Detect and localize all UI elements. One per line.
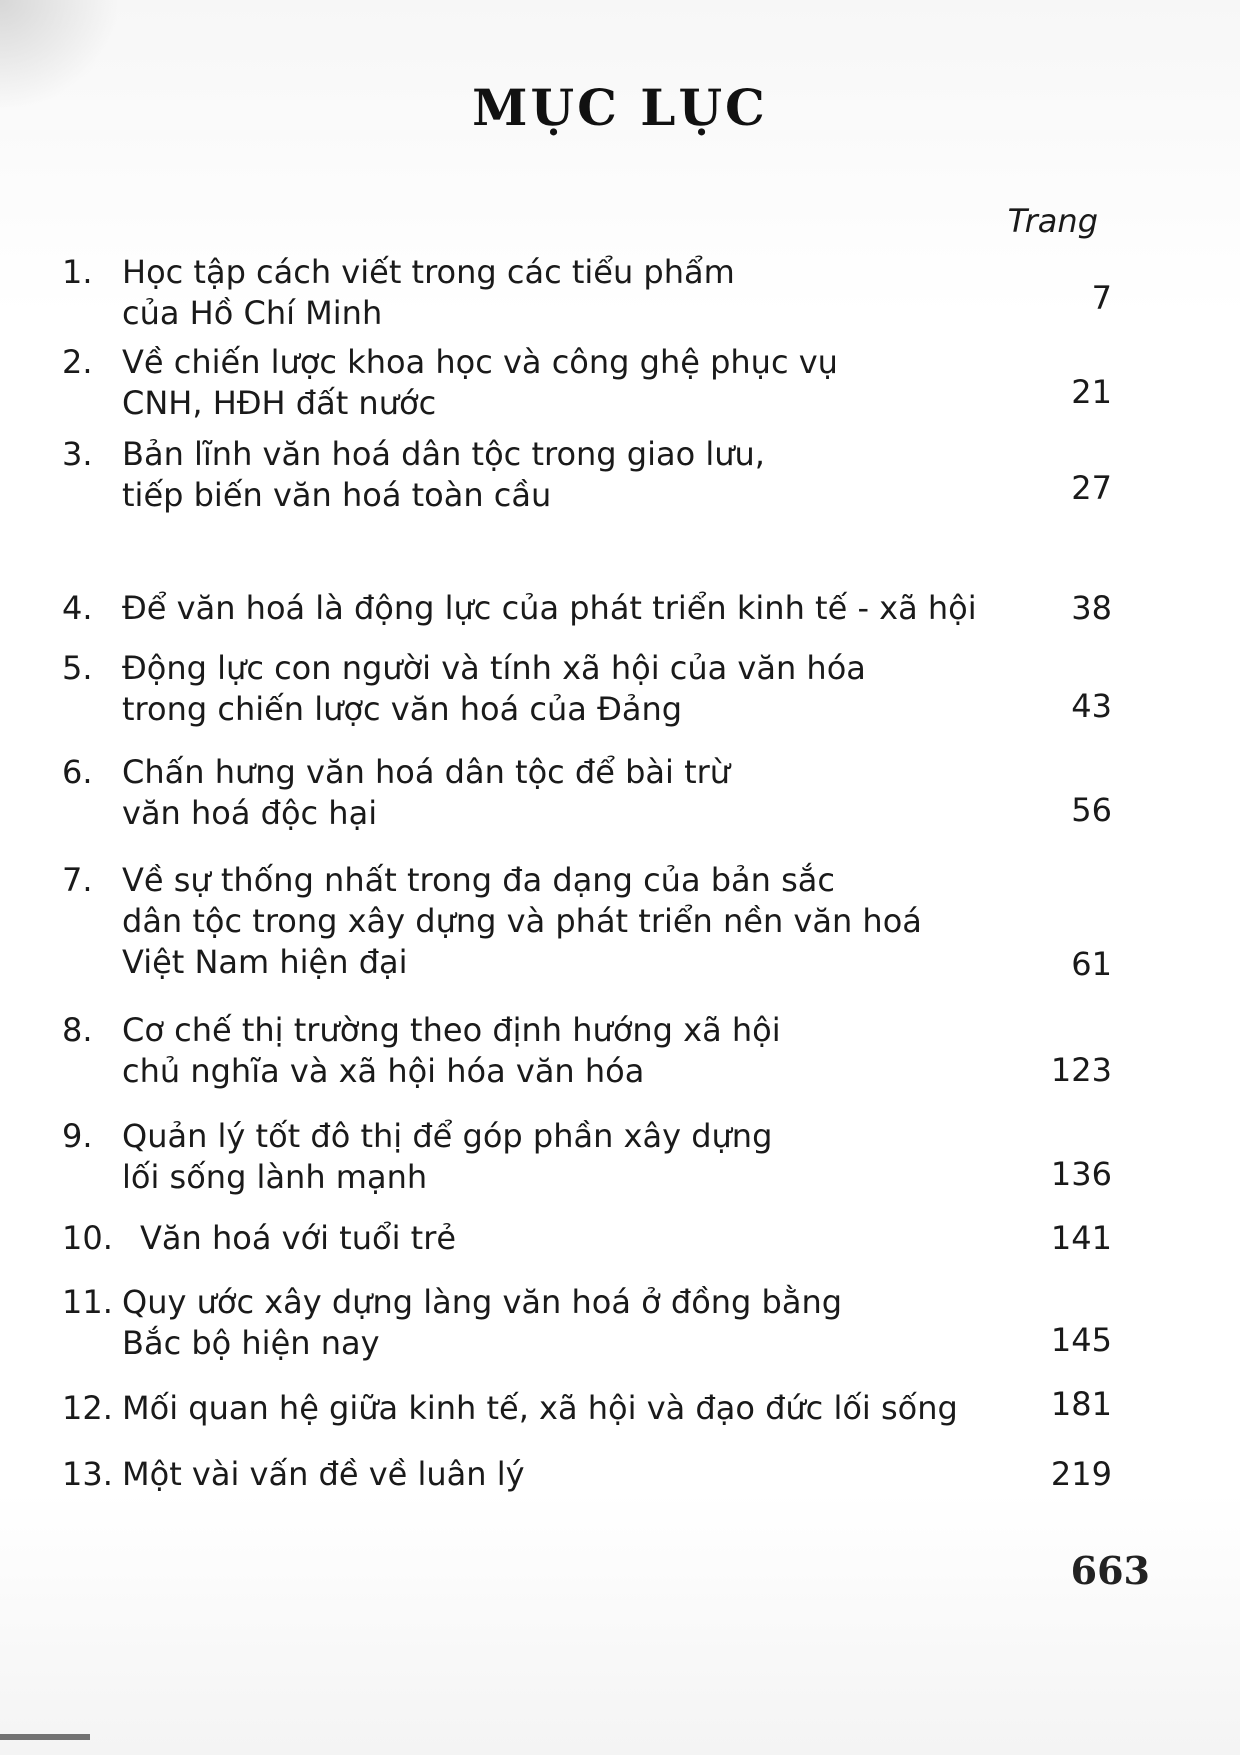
toc-entry-number: 5. xyxy=(62,649,93,687)
toc-entry-title xyxy=(122,1010,992,1092)
toc-entry-line: CNH, HĐH đất nước xyxy=(122,384,437,422)
toc-entry-line: Học tập cách viết trong các tiểu phẩm xyxy=(122,253,735,291)
toc-entry-number: 8. xyxy=(62,1011,93,1049)
toc-entry-page: 145 xyxy=(1050,1321,1112,1359)
page-number: 663 xyxy=(1070,1548,1150,1593)
toc-entry-line: Việt Nam hiện đại xyxy=(122,943,408,981)
toc-entry-line: Quy ước xây dựng làng văn hoá ở đồng bằng xyxy=(122,1283,843,1321)
page-column-label: Trang xyxy=(1007,202,1098,240)
toc-entry-number: 12. xyxy=(62,1389,113,1427)
toc-entry-page: 61 xyxy=(1071,945,1112,983)
toc-entry-page: 181 xyxy=(1050,1385,1112,1423)
toc-entry-page: 7 xyxy=(1091,279,1112,317)
toc-entry-line: Mối quan hệ giữa kinh tế, xã hội và đạo đức lối sống xyxy=(122,1389,958,1427)
toc-entry-number: 11. xyxy=(62,1283,113,1321)
toc-entry-number: 2. xyxy=(62,343,93,381)
scan-edge-mark xyxy=(0,1734,90,1740)
toc-entry-title xyxy=(122,860,992,983)
toc-entry-title xyxy=(122,1116,992,1198)
toc-entry-line: Bản lĩnh văn hoá dân tộc trong giao lưu, xyxy=(122,435,765,473)
toc-entry-line: Văn hoá với tuổi trẻ xyxy=(140,1219,457,1257)
toc-entry-line: lối sống lành mạnh xyxy=(122,1158,428,1196)
toc-entry-title xyxy=(122,752,992,834)
toc-entry-number: 13. xyxy=(62,1455,113,1493)
toc-entry-page: 56 xyxy=(1071,791,1112,829)
toc-entry-page: 141 xyxy=(1050,1219,1112,1257)
toc-entry-line: Chấn hưng văn hoá dân tộc để bài trừ xyxy=(122,753,731,791)
toc-entry-page: 123 xyxy=(1050,1051,1112,1089)
toc-entry-page: 43 xyxy=(1071,687,1112,725)
toc-entry-line: văn hoá độc hại xyxy=(122,794,378,832)
toc-entry-line: Về sự thống nhất trong đa dạng của bản sắc xyxy=(122,861,835,899)
toc-entry-title xyxy=(122,434,992,516)
toc-entry-number: 10. xyxy=(62,1219,113,1257)
toc-entry-title xyxy=(140,1218,1010,1259)
toc-entry-line: trong chiến lược văn hoá của Đảng xyxy=(122,690,683,728)
toc-entry-line: Cơ chế thị trường theo định hướng xã hội xyxy=(122,1011,781,1049)
toc-entry-number: 9. xyxy=(62,1117,93,1155)
toc-entry-page: 21 xyxy=(1071,373,1112,411)
toc-entry-page: 136 xyxy=(1050,1155,1112,1193)
toc-entry-line: Động lực con người và tính xã hội của văn hóa xyxy=(122,649,866,687)
toc-entry-title xyxy=(122,252,992,334)
toc-entry-page: 38 xyxy=(1071,589,1112,627)
toc-entry-line: Để văn hoá là động lực của phát triển kinh tế - xã hội xyxy=(122,589,977,627)
toc-entry-number: 7. xyxy=(62,861,93,899)
toc-entry-number: 1. xyxy=(62,253,93,291)
toc-entry-title xyxy=(122,648,992,730)
toc-entry-line: Quản lý tốt đô thị để góp phần xây dựng xyxy=(122,1117,773,1155)
toc-entry-title xyxy=(122,1454,992,1495)
toc-entry-title xyxy=(122,342,992,424)
toc-entry-page: 219 xyxy=(1050,1455,1112,1493)
toc-entry-line: Một vài vấn đề về luân lý xyxy=(122,1455,525,1493)
toc-entry-title xyxy=(122,1282,992,1364)
toc-entry-line: Bắc bộ hiện nay xyxy=(122,1324,380,1362)
toc-entry-line: tiếp biến văn hoá toàn cầu xyxy=(122,476,552,514)
toc-entry-number: 3. xyxy=(62,435,93,473)
toc-entry-page: 27 xyxy=(1071,469,1112,507)
toc-entry-title xyxy=(122,1388,1022,1429)
page-title: MỤC LỤC xyxy=(472,78,768,137)
toc-entry-number: 4. xyxy=(62,589,93,627)
toc-entry-line: của Hồ Chí Minh xyxy=(122,294,383,332)
toc-entry-line: Về chiến lược khoa học và công ghệ phục vụ xyxy=(122,343,838,381)
toc-entry-line: chủ nghĩa và xã hội hóa văn hóa xyxy=(122,1052,645,1090)
toc-entry-title xyxy=(122,588,992,629)
toc-entry-line: dân tộc trong xây dựng và phát triển nền văn hoá xyxy=(122,902,922,940)
toc-entry-number: 6. xyxy=(62,753,93,791)
